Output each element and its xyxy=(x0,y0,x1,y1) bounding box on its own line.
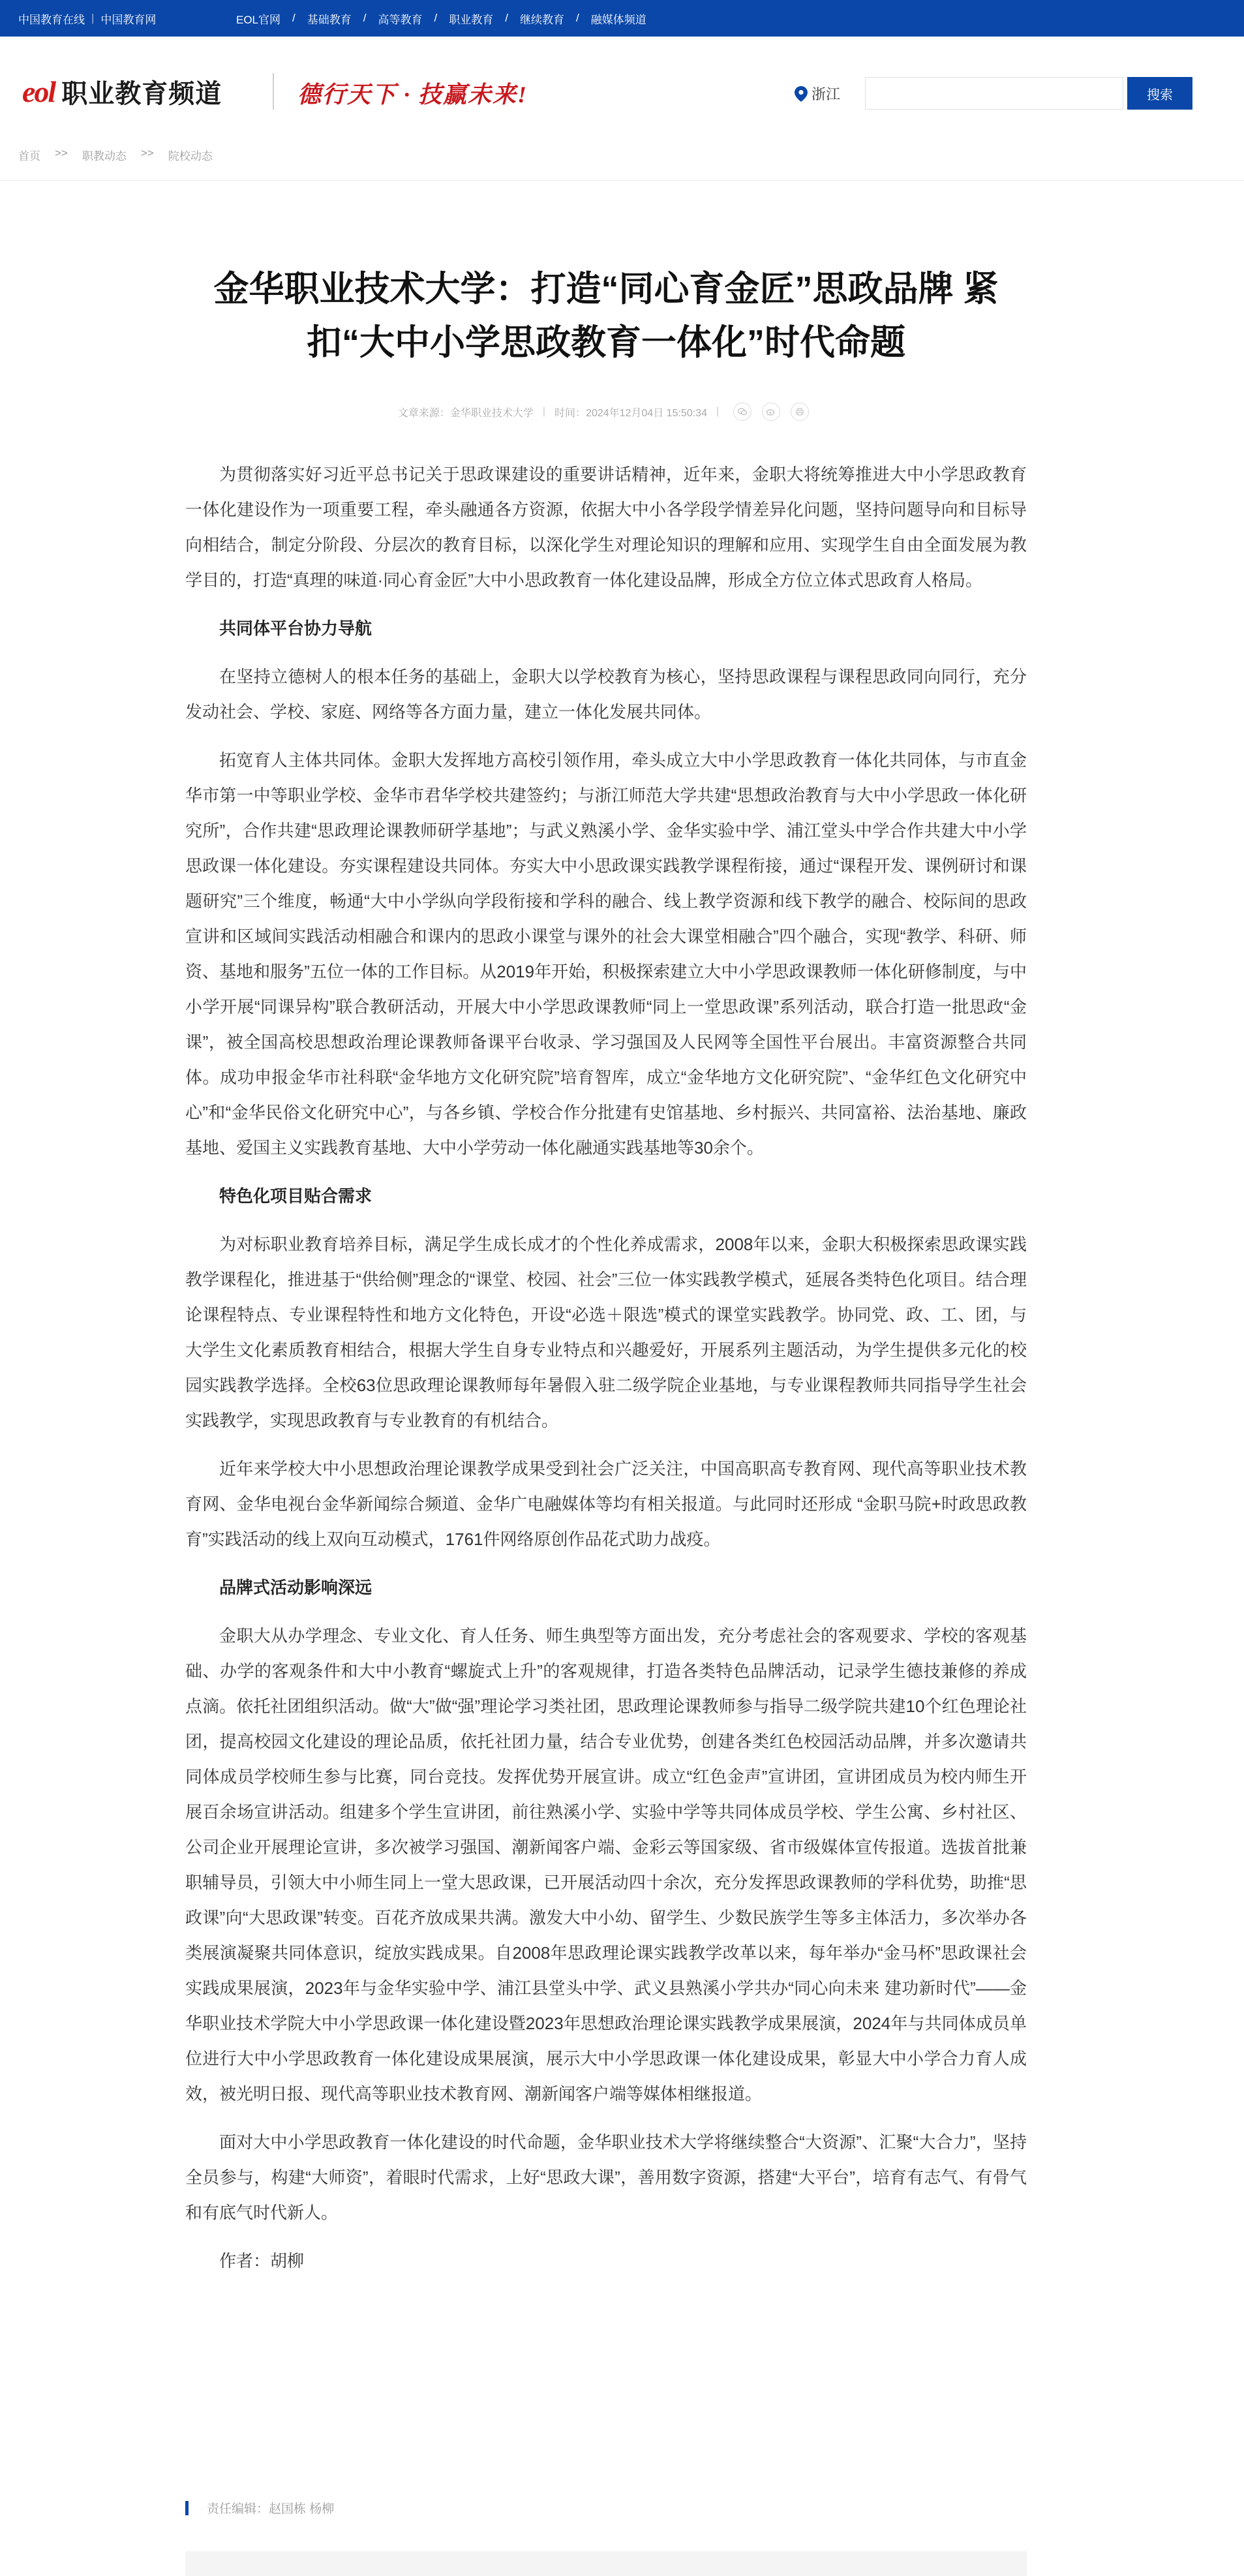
breadcrumb-home[interactable]: 首页 xyxy=(18,150,40,162)
article-meta xyxy=(185,403,1027,421)
article-paragraph: 近年来学校大中小思想政治理论课教学成果受到社会广泛关注，中国高职高专教育网、现代高等职业技术教育网、金华电视台金华新闻综合频道、金华广电融媒体等均有相关报道。与此同时还形成 “金职马院+时政思政教育”实践活动的线上双向互动模式，1761件网络原创作品花式助力战疫。 xyxy=(185,1459,1027,1549)
logo-channel-name: 职业教育频道 xyxy=(61,79,222,108)
location-label: 浙江 xyxy=(812,86,841,102)
breadcrumb-separator: >> xyxy=(55,147,68,159)
nav-slash: / xyxy=(363,12,367,24)
editor-line xyxy=(185,2499,334,2517)
location-pin-icon xyxy=(795,86,808,102)
nav-basic-edu[interactable]: 基础教育 xyxy=(307,13,352,26)
search-input[interactable] xyxy=(865,77,1123,110)
article-paragraph: 在坚持立德树人的根本任务的基础上，金职大以学校教育为核心，坚持思政课程与课程思政同向同行，充分发动社会、学校、家庭、网络等各方面力量，建立一体化发展共同体。 xyxy=(185,667,1027,722)
breadcrumb-separator: >> xyxy=(140,147,154,159)
article-body xyxy=(185,457,1027,2292)
article-author: 作者：胡柳 xyxy=(219,2251,305,2271)
article-paragraph: 为贯彻落实好习近平总书记关于思政课建设的重要讲话精神，近年来，金职大将统筹推进大中小学思政教育一体化建设作为一项重要工程，牵头融通各方资源，依据大中小各学段学情差异化问题，坚持问题导向和目标导向相结合，制定分阶段、分层次的教育目标，以深化学生对理论知识的理解和应用、实现学生自由全面发展为教学目的，打造“真理的味道·同心育金匠”大中小思政教育一体化建设品牌，形成全方位立体式思政育人格局。 xyxy=(185,465,1027,590)
article-source: 文章来源：金华职业技术大学 xyxy=(397,407,534,419)
nav-slash: / xyxy=(505,12,508,24)
breadcrumb xyxy=(18,147,213,163)
header-rule xyxy=(0,180,1244,181)
bottom-panel xyxy=(185,2551,1027,2576)
section-heading: 品牌式活动影响深远 xyxy=(219,1578,372,1597)
article-paragraph: 金职大从办学理念、专业文化、育人任务、师生典型等方面出发，充分考虑社会的客观要求、学校的客观基础、办学的客观条件和大中小教育“螺旋式上升”的客观规律，打造各类特色品牌活动，记录学生德技兼修的养成点滴。依托社团组织活动。做“大”做“强”理论学习类社团，思政理论课教师参与指导二级学院共建10个红色理论社团，提高校园文化建设的理论品质，依托社团力量，结合专业优势，创建各类红色校园活动品牌，并多次邀请共同体成员学校师生参与比赛，同台竞技。发挥优势开展宣讲。成立“红色金声”宣讲团，宣讲团成员为校内师生开展百余场宣讲活动。组建多个学生宣讲团，前往熟溪小学、实验中学等共同体成员学校、学生公寓、乡村社区、公司企业开展理论宣讲，多次被学习强国、潮新闻客户端、金彩云等国家级、省市级媒体宣传报道。选拔首批兼职辅导员，引领大中小师生同上一堂大思政课，已开展活动四十余次，充分发挥思政课教师的学科优势，助推“思政课”向“大思政课”转变。百花齐放成果共满。激发大中小幼、留学生、少数民族学生等多主体活力，多次举办各类展演凝聚共同体意识，绽放实践成果。自2008年思政理论课实践教学改革以来，每年举办“金马杯”思政课社会实践成果展演，2023年与金华实验中学、浦江县堂头中学、武义县熟溪小学共办“同心向未来 建功新时代”——金华职业技术学院大中小学思政课一体化建设暨2023年思想政治理论课实践教学成果展演，2024年与共同体成员单位进行大中小学思政教育一体化建设成果展演，展示大中小学思政课一体化建设成果，彰显大中小学合力育人成效，被光明日报、现代高等职业技术教育网、潮新闻客户端等媒体相继报道。 xyxy=(185,1626,1027,2104)
nav-media-channel[interactable]: 融媒体频道 xyxy=(590,13,646,26)
top-separator: | xyxy=(91,12,95,24)
header-slogan: 德行天下 · 技赢未来! xyxy=(297,82,528,108)
article-title: 金华职业技术大学：打造“同心育金匠”思政品牌 紧扣“大中小学思政教育一体化”时代命题 xyxy=(213,269,999,362)
nav-slash: / xyxy=(575,12,579,24)
top-link-eol-online[interactable]: 中国教育在线 xyxy=(18,13,85,26)
nav-higher-edu[interactable]: 高等教育 xyxy=(378,13,423,26)
editor-accent-bar xyxy=(185,2501,189,2515)
logo-eol-mark: eol xyxy=(22,74,55,108)
nav-slash: / xyxy=(434,12,438,24)
editor-name: 责任编辑：赵国栋 杨柳 xyxy=(207,2502,335,2516)
section-heading: 特色化项目贴合需求 xyxy=(219,1186,372,1206)
meta-divider: | xyxy=(542,406,546,417)
nav-vocational-edu[interactable]: 职业教育 xyxy=(449,13,494,26)
breadcrumb-school-news[interactable]: 院校动态 xyxy=(168,150,213,162)
location-selector[interactable] xyxy=(795,84,840,104)
wechat-share-icon[interactable] xyxy=(733,403,751,421)
top-nav xyxy=(236,0,646,37)
top-bar-left xyxy=(18,0,156,37)
site-logo[interactable] xyxy=(22,72,222,111)
print-icon[interactable] xyxy=(791,403,809,421)
weibo-share-icon[interactable] xyxy=(762,403,780,421)
search-button[interactable]: 搜索 xyxy=(1127,77,1192,110)
header-divider xyxy=(273,73,274,110)
top-link-edu-net[interactable]: 中国教育网 xyxy=(100,13,157,26)
article-paragraph: 拓宽育人主体共同体。金职大发挥地方高校引领作用，牵头成立大中小学思政教育一体化共同体，与市直金华市第一中等职业学校、金华市君华学校共建签约；与浙江师范大学共建“思想政治教育与大中小学思政一体化研究所”，合作共建“思政理论课教师研学基地”；与武义熟溪小学、金华实验中学、浦江堂头中学合作共建大中小学思政课一体化建设。夯实课程建设共同体。夯实大中小思政课实践教学课程衔接，通过“课程开发、课例研讨和课题研究”三个维度，畅通“大中小学纵向学段衔接和学科的融合、线上教学资源和线下教学的融合、校际间的思政宣讲和区域间实践活动相融合和课内的思政小课堂与课外的社会大课堂相融合”四个融合，实现“教学、科研、师资、基地和服务”五位一体的工作目标。从2019年开始，积极探索建立大中小学思政课教师一体化研修制度，与中小学开展“同课异构”联合教研活动，开展大中小学思政课教师“同上一堂思政课”系列活动，联合打造一批思政“金课”，被全国高校思想政治理论课教师备课平台收录、学习强国及人民网等全国性平台展出。丰富资源整合共同体。成功申报金华市社科联“金华地方文化研究院”培育智库，成立“金华地方文化研究院”、“金华红色文化研究中心”和“金华民俗文化研究中心”，与各乡镇、学校合作分批建有史馆基地、乡村振兴、共同富裕、法治基地、廉政基地、爱国主义实践教育基地、大中小学劳动一体化融通实践基地等30余个。 xyxy=(185,750,1027,1158)
meta-divider: | xyxy=(716,406,720,417)
article-paragraph: 为对标职业教育培养目标，满足学生成长成才的个性化养成需求，2008年以来，金职大积极探索思政课实践教学课程化，推进基于“供给侧”理念的“课堂、校园、社会”三位一体实践教学模式，延展各类特色化项目。结合理论课程特点、专业课程特性和地方文化特色，开设“必选＋限选”模式的课堂实践教学。协同党、政、工、团，与大学生文化素质教育相结合，根据大学生自身专业特点和兴趣爱好，开展系列主题活动，为学生提供多元化的校园实践教学选择。全校63位思政理论课教师每年暑假入驻二级学院企业基地，与专业课程教师共同指导学生社会实践教学，实现思政教育与专业教育的有机结合。 xyxy=(185,1234,1027,1430)
nav-continuing-edu[interactable]: 继续教育 xyxy=(519,13,564,26)
article-paragraph: 面对大中小学思政教育一体化建设的时代命题，金华职业技术大学将继续整合“大资源”、汇聚“大合力”，坚持全员参与，构建“大师资”，着眼时代需求，上好“思政大课”，善用数字资源，搭建“大平台”，培育有志气、有骨气和有底气时代新人。 xyxy=(185,2132,1027,2222)
top-bar xyxy=(0,0,1244,37)
nav-slash: / xyxy=(292,12,296,24)
section-heading: 共同体平台协力导航 xyxy=(219,619,372,638)
nav-eol-official[interactable]: EOL官网 xyxy=(236,13,281,26)
article-time: 时间：2024年12月04日 15:50:34 xyxy=(554,407,707,419)
breadcrumb-vocational-news[interactable]: 职教动态 xyxy=(82,150,127,162)
